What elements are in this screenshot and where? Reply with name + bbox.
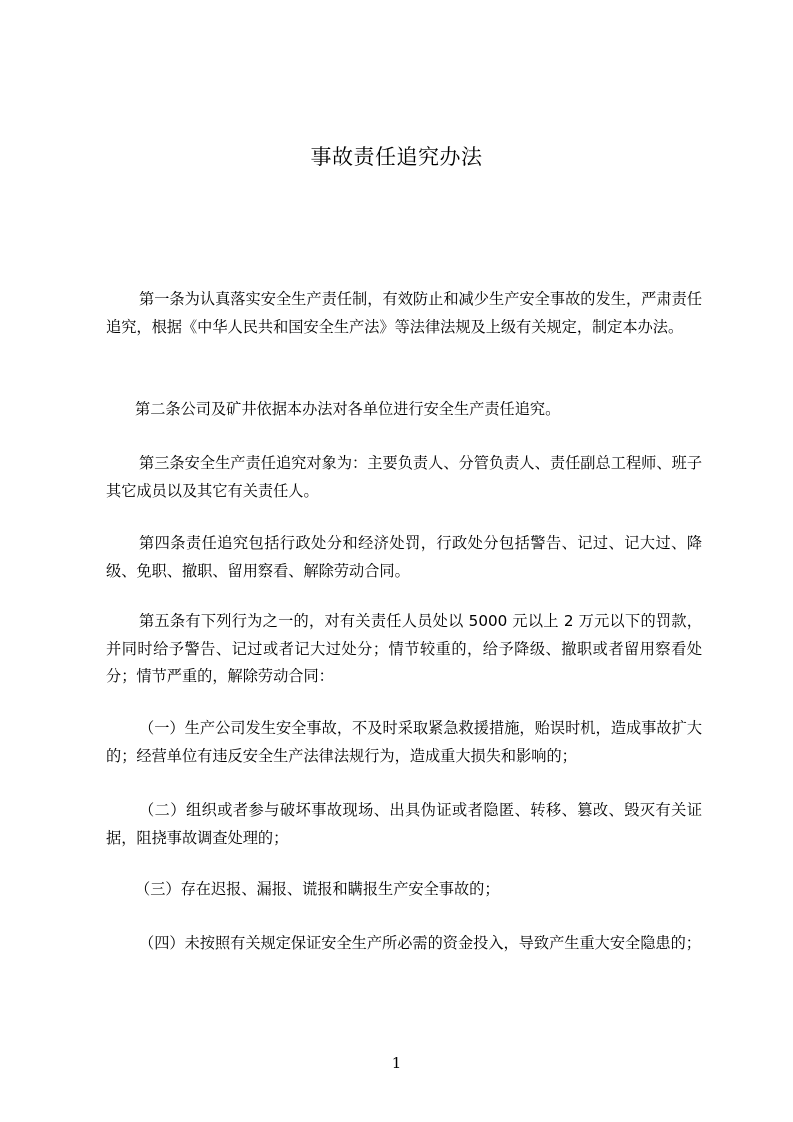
clause-2-paragraph: （二）组织或者参与破坏事故现场、出具伪证或者隐匿、转移、篡改、毁灭有关证据，阻挠事故调查处理的； xyxy=(106,801,702,847)
article-3-paragraph: 第三条安全生产责任追究对象为：主要负责人、分管负责人、责任副总工程师、班子其它成员以及其它有关责任人。 xyxy=(106,454,702,500)
clause-4-paragraph: （四）未按照有关规定保证安全生产所必需的资金投入，导致产生重大安全隐患的； xyxy=(139,934,701,952)
article-5-paragraph: 第五条有下列行为之一的，对有关责任人员处以 5000 元以上 2 万元以下的罚款，并同时给予警告、记过或者记大过处分；情节较重的，给予降级、撤职或者留用察看处分；情节严重的，解除劳动合同： xyxy=(106,612,702,685)
document-title: 事故责任追究办法 xyxy=(310,145,483,169)
article-1-paragraph: 第一条为认真落实安全生产责任制，有效防止和减少生产安全事故的发生，严肃责任追究，根据《中华人民共和国安全生产法》等法律法规及上级有关规定，制定本办法。 xyxy=(106,290,702,336)
clause-1-paragraph: （一）生产公司发生安全事故，不及时采取紧急救援措施，贻误时机，造成事故扩大的；经营单位有违反安全生产法律法规行为，造成重大损失和影响的； xyxy=(106,719,702,765)
article-4-paragraph: 第四条责任追究包括行政处分和经济处罚，行政处分包括警告、记过、记大过、降级、免职、撤职、留用察看、解除劳动合同。 xyxy=(106,534,702,580)
clause-3-paragraph: （三）存在迟报、漏报、谎报和瞒报生产安全事故的； xyxy=(135,880,500,898)
page-number: 1 xyxy=(391,1054,402,1072)
article-2-paragraph: 第二条公司及矿井依据本办法对各单位进行安全生产责任追究。 xyxy=(135,400,561,418)
